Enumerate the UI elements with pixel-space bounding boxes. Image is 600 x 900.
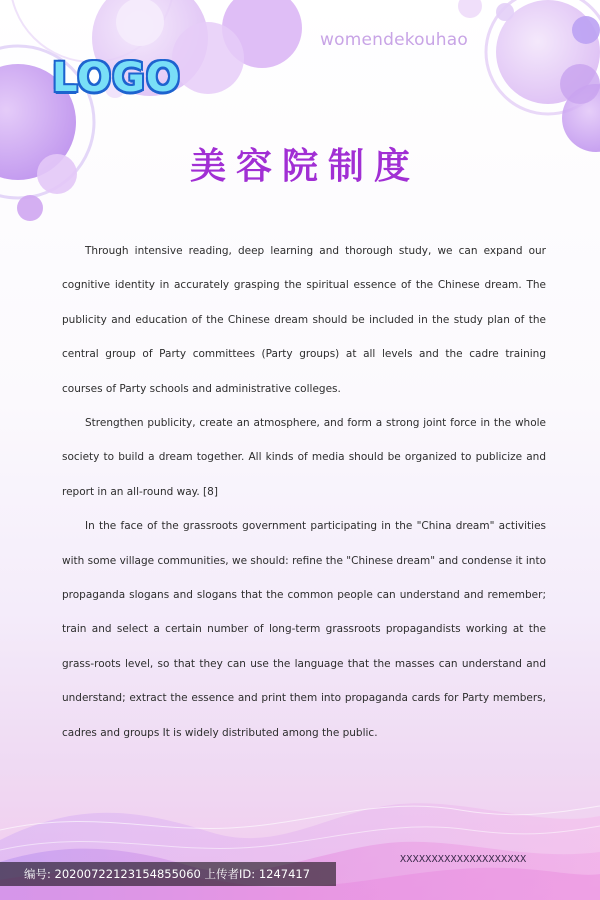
bubble: [572, 16, 600, 44]
page-title: 美容院制度: [189, 145, 420, 187]
uploader-value: 1247417: [258, 867, 311, 881]
bubble: [116, 0, 164, 46]
bubble: [17, 195, 43, 221]
footer-info: [24, 866, 310, 882]
bubble: [560, 64, 600, 104]
bottom-code: XXXXXXXXXXXXXXXXXXXX: [400, 854, 527, 865]
id-value: 20200722123154855060: [54, 867, 201, 881]
bubble: [458, 0, 482, 18]
paragraph: In the face of the grassroots government participating in the "China dream" activities with some village communities, we should: refine the "Chinese dream" and condense it into propaganda slogans and slogans that the common people can understand and remember; train and select a certain number of long-term grassroots propagandists working at the grass-roots level, so that they can use the language that the masses can understand and understand; extract the essence and print them into propaganda cards for Party members, cadres and groups It is widely distributed among the public.: [62, 520, 546, 739]
body-text: [62, 234, 546, 750]
slogan: womendekouhao: [320, 30, 468, 50]
bubble: [496, 3, 514, 21]
paragraph: Through intensive reading, deep learning and thorough study, we can expand our cognitive identity in accurately grasping the spiritual essence of the Chinese dream. The publicity and education of the Chinese dream should be included in the study plan of the central group of Party committees (Party groups) at all levels and the cadre training courses of Party schools and administrative colleges.: [62, 245, 546, 395]
paragraph: Strengthen publicity, create an atmosphere, and form a strong joint force in the whole society to build a dream together. All kinds of media should be organized to publicize and report in an all-round way. [8]: [62, 417, 546, 498]
uploader-label: 上传者ID:: [204, 867, 256, 881]
bubble: [172, 22, 244, 94]
id-label: 编号:: [24, 867, 51, 881]
logo: LOGO: [52, 55, 181, 101]
